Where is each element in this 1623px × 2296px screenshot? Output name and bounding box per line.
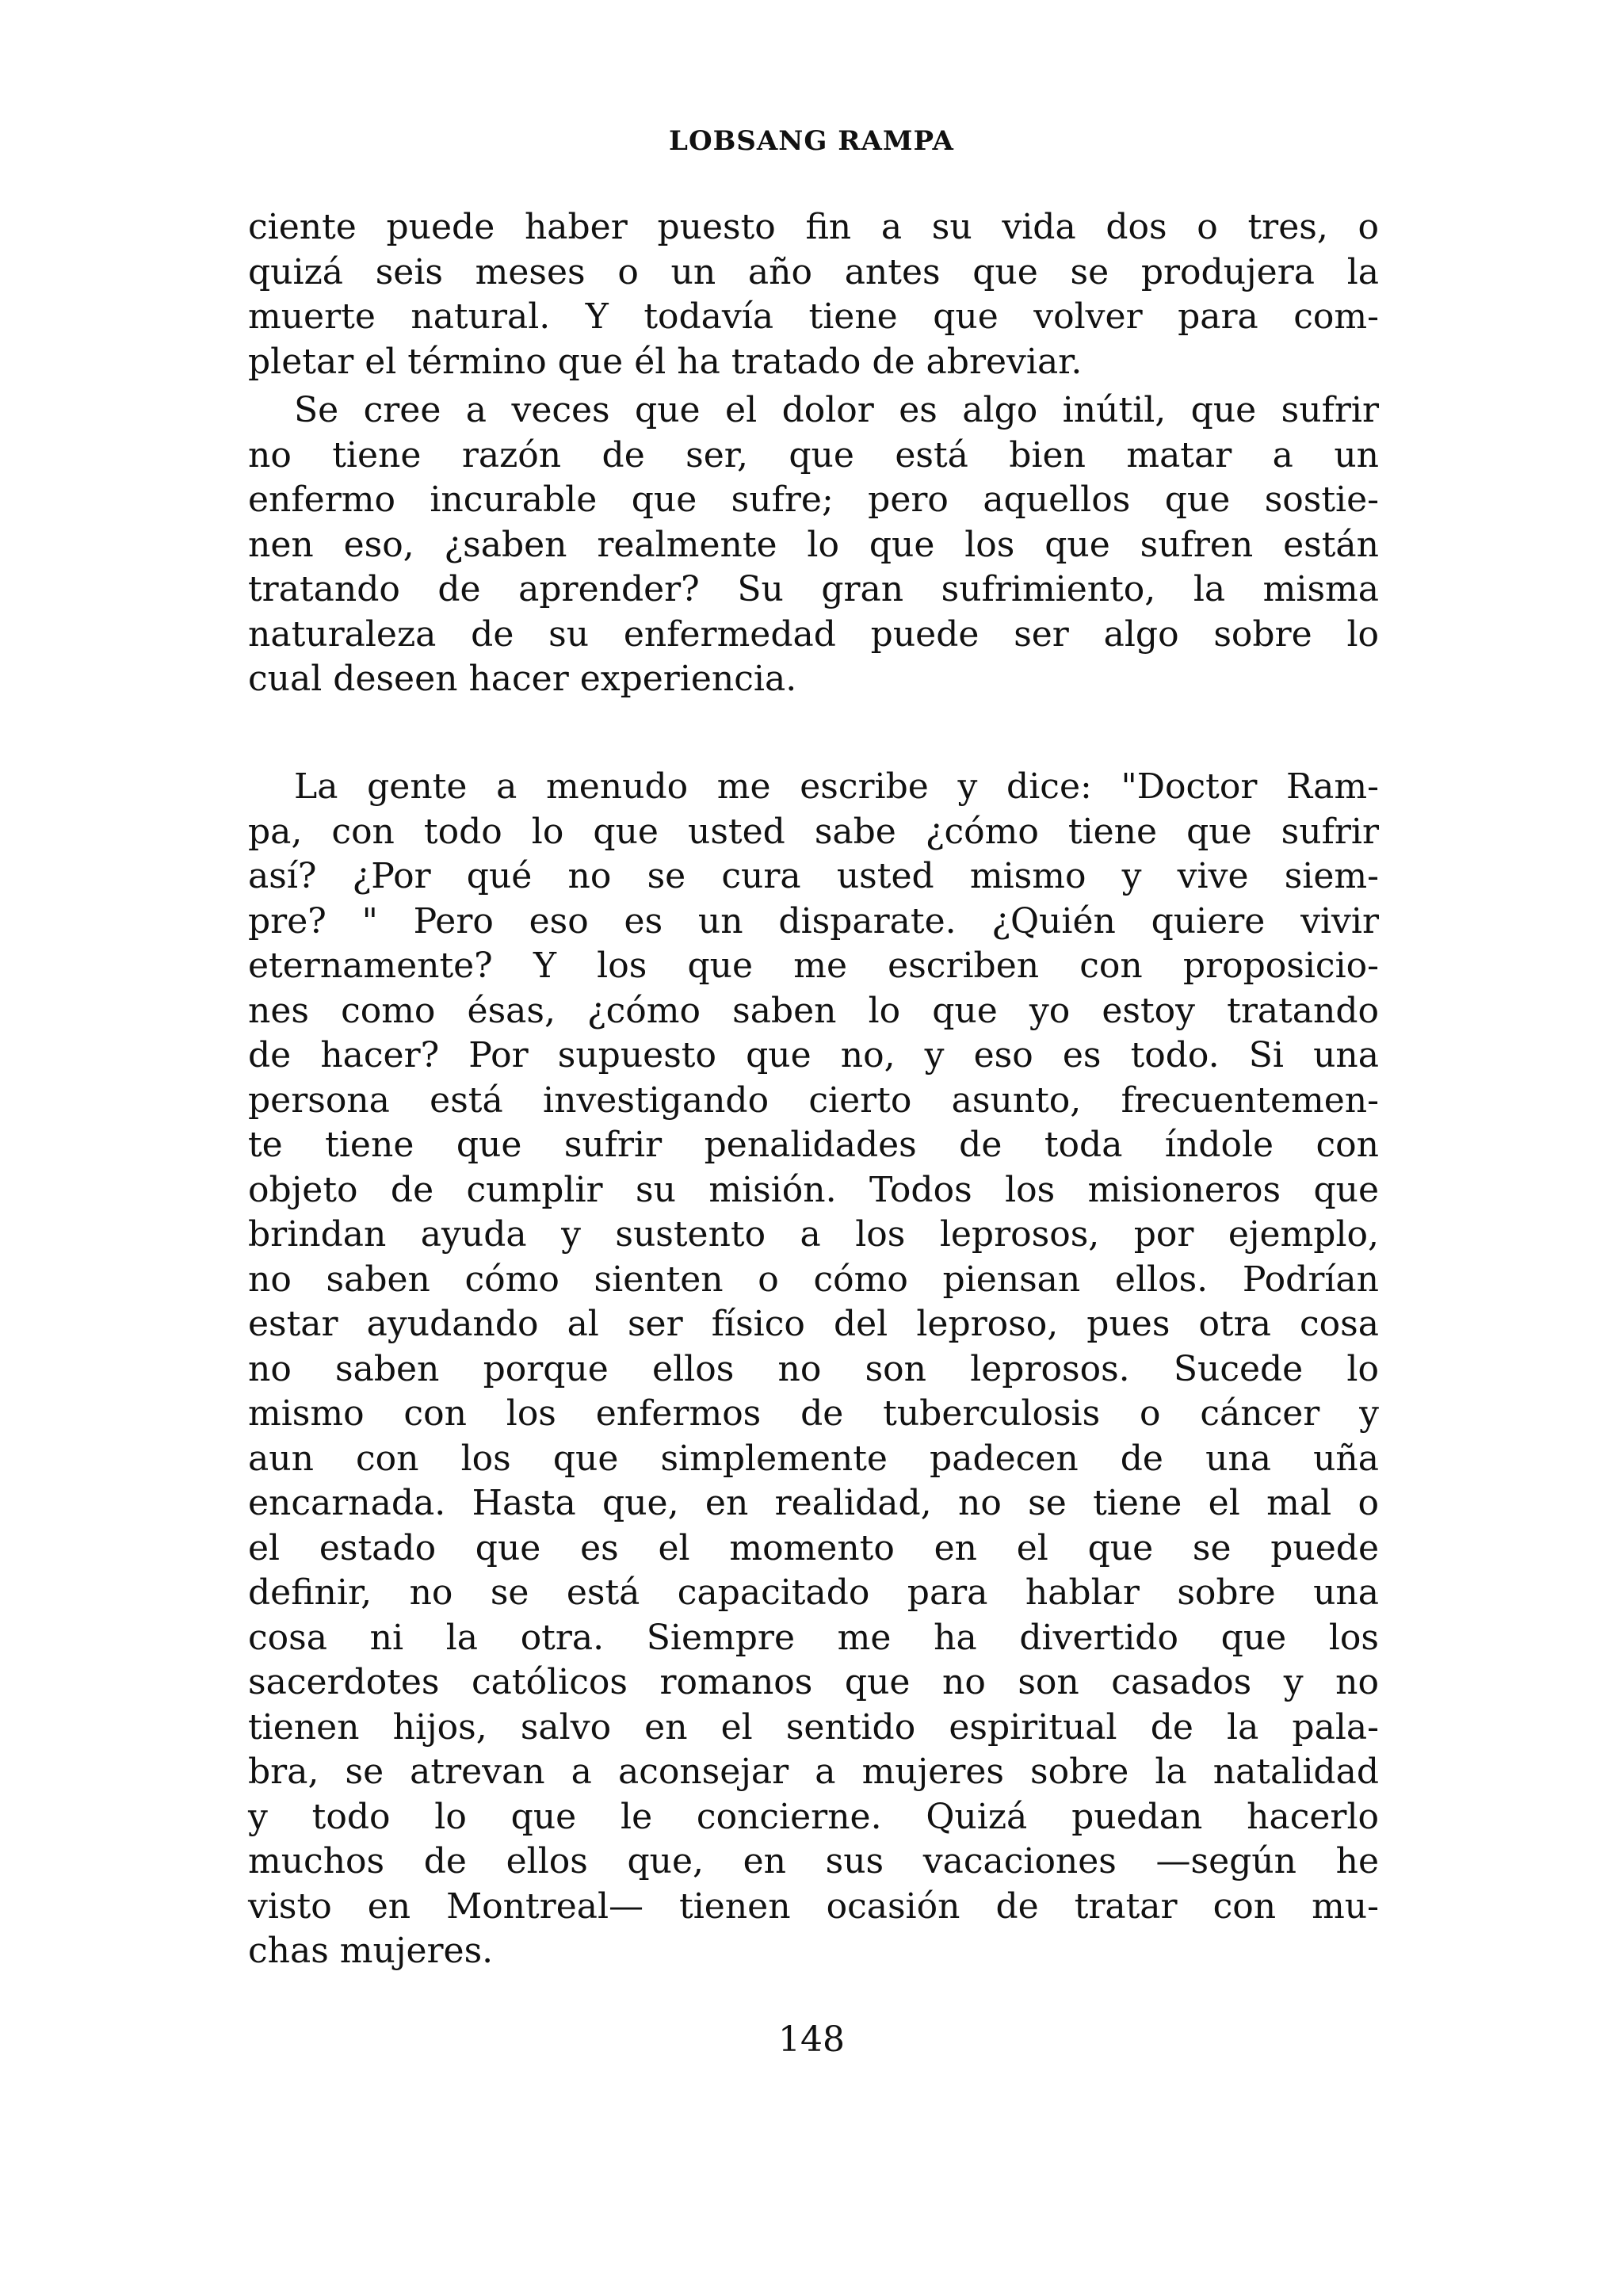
text-line: no saben cómo sienten o cómo piensan ellos. Podrían [248,1259,1379,1300]
text-line: no tiene razón de ser, que está bien matar a un [248,434,1379,476]
text-line: encarnada. Hasta que, en realidad, no se tiene el mal o [248,1483,1379,1523]
text-line: eternamente? Y los que me escriben con proposicio- [248,946,1379,986]
text-line: muchos de ellos que, en sus vacaciones —según he [248,1841,1379,1881]
text-line: pa, con todo lo que usted sabe ¿cómo tiene que sufrir [248,811,1379,852]
text-line: aun con los que simplemente padecen de una uña [248,1438,1379,1479]
text-line: persona está investigando cierto asunto, frecuentemen- [248,1079,1379,1121]
text-line: ciente puede haber puesto fin a su vida dos o tres, o [248,207,1379,247]
text-line: sacerdotes católicos romanos que no son casados y no [248,1662,1379,1702]
text-line: te tiene que sufrir penalidades de toda índole con [248,1125,1379,1165]
text-line: tienen hijos, salvo en el sentido espiritual de la pala- [248,1706,1379,1748]
paragraph-3 [248,765,1379,1974]
text-line: enfermo incurable que sufre; pero aquellos que sostie- [248,479,1379,520]
text-line: pletar el término que él ha tratado de abreviar. [248,341,1083,382]
text-line: visto en Montreal— tienen ocasión de tratar con mu- [248,1885,1379,1927]
text-line: La gente a menudo me escribe y dice: "Doctor Ram- [294,766,1379,807]
text-line: no saben porque ellos no son leprosos. Sucede lo [248,1348,1379,1389]
running-head: LOBSANG RAMPA [669,125,954,157]
text-line: cual deseen hacer experiencia. [248,659,797,699]
text-line: estar ayudando al ser físico del leproso, pues otra cosa [248,1304,1379,1344]
text-line: chas mujeres. [248,1931,494,1971]
text-line: tratando de aprender? Su gran sufrimiento, la misma [248,569,1379,609]
text-line: el estado que es el momento en el que se puede [248,1527,1379,1568]
page-number: 148 [778,2019,845,2060]
paragraph-2 [248,388,1379,702]
text-line: bra, se atrevan a aconsejar a mujeres sobre la natalidad [248,1752,1379,1792]
text-line: de hacer? Por supuesto que no, y eso es todo. Si una [248,1035,1379,1075]
text-line: nes como ésas, ¿cómo saben lo que yo estoy tratando [248,990,1379,1031]
text-line: quizá seis meses o un año antes que se produjera la [248,251,1379,292]
text-line: y todo lo que le concierne. Quizá puedan hacerlo [248,1796,1379,1837]
text-line: definir, no se está capacitado para hablar sobre una [248,1572,1379,1613]
text-line: pre? " Pero eso es un disparate. ¿Quién quiere vivir [248,900,1379,942]
text-line: cosa ni la otra. Siempre me ha divertido que los [248,1617,1379,1658]
text-line: mismo con los enfermos de tuberculosis o cáncer y [248,1393,1379,1434]
text-line: muerte natural. Y todavía tiene que volver para com- [248,296,1379,337]
text-line: objeto de cumplir su misión. Todos los misioneros que [248,1169,1379,1210]
text-line: Se cree a veces que el dolor es algo inútil, que sufrir [294,390,1379,430]
paragraph-1 [248,205,1379,384]
text-line: brindan ayuda y sustento a los leprosos, por ejemplo, [248,1214,1379,1255]
text-line: así? ¿Por qué no se cura usted mismo y vive siem- [248,856,1379,896]
text-line: nen eso, ¿saben realmente lo que los que sufren están [248,524,1379,565]
text-line: naturaleza de su enfermedad puede ser algo sobre lo [248,613,1379,655]
